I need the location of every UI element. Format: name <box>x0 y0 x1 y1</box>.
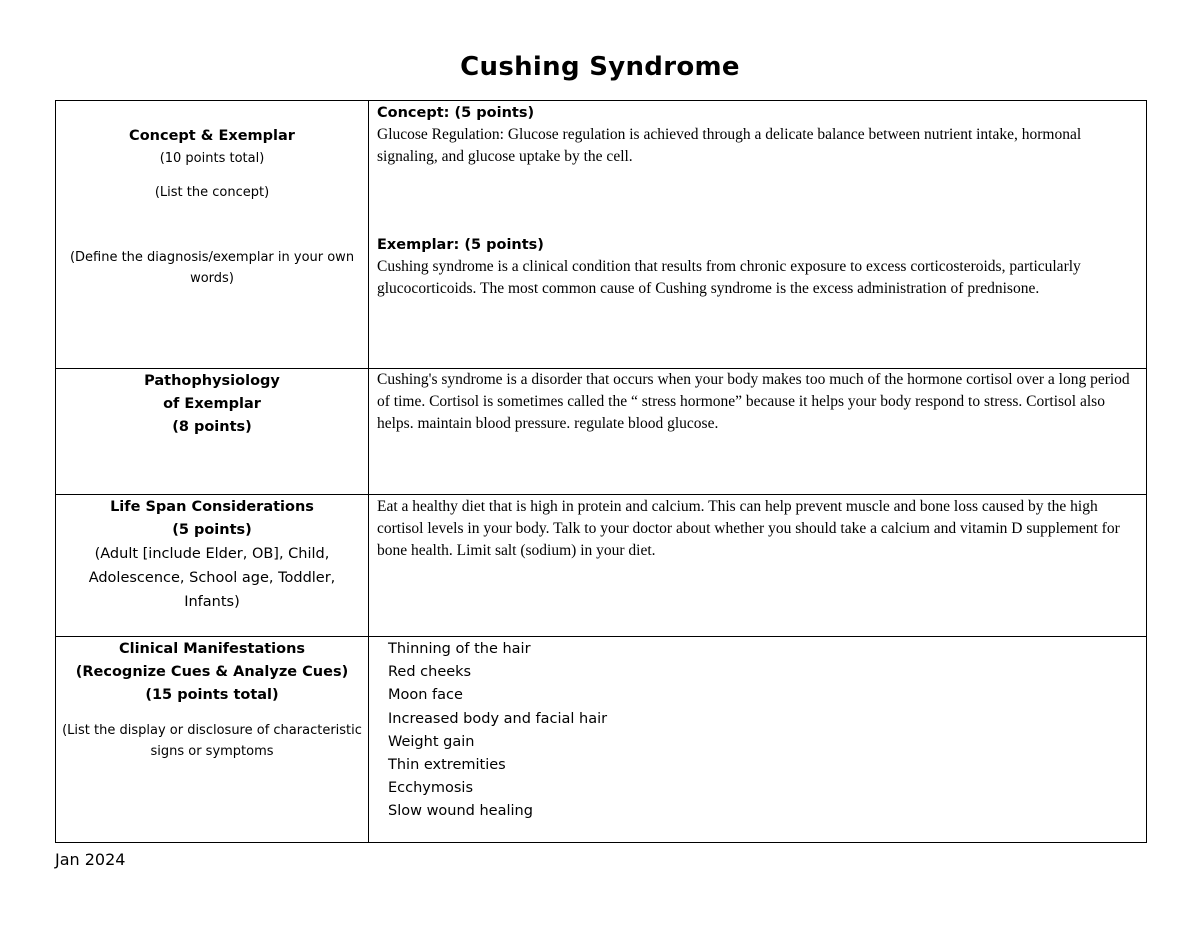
list-item: Slow wound healing <box>388 803 533 820</box>
clinical-label-cell <box>56 637 369 843</box>
concept-heading: Concept: (5 points) <box>377 105 535 121</box>
patho-content-cell <box>369 369 1147 495</box>
list-concept-hint: (List the concept) <box>154 185 270 200</box>
lifespan-text: Eat a healthy diet that is high in protein and calcium. This can help prevent muscle and bone loss caused by the high cortisol levels in your body. Talk to your doctor about whether you should take a calcium and vitamin D supplement for bone health. Limit salt (sodium) in your diet. <box>377 498 1120 559</box>
concept-content-cell <box>369 101 1147 369</box>
table-row-pathophysiology <box>56 369 1147 495</box>
lifespan-content-cell <box>369 495 1147 637</box>
list-item: Ecchymosis <box>388 780 474 797</box>
clinical-subheading: (Recognize Cues & Analyze Cues) <box>75 664 349 680</box>
define-exemplar-hint: (Define the diagnosis/exemplar in your own words) <box>69 250 355 286</box>
patho-text: Cushing's syndrome is a disorder that occurs when your body makes too much of the hormone cortisol over a long period of time. Cortisol is sometimes called the “ stress hormone” because it helps your body respond to stress. Cortisol also helps. maintain blood pressure. regulate blood glucose. <box>377 371 1130 432</box>
table-row-lifespan <box>56 495 1147 637</box>
patho-points-label: (8 points) <box>172 419 252 435</box>
list-item: Thinning of the hair <box>388 641 531 657</box>
lifespan-detail: (Adult [include Elder, OB], Child, Adolescence, School age, Toddler, Infants) <box>88 546 336 610</box>
list-item: Red cheeks <box>388 664 472 681</box>
clinical-manifestations-list <box>377 638 1138 824</box>
list-item: Moon face <box>388 687 463 704</box>
concept-text: Glucose Regulation: Glucose regulation is achieved through a delicate balance between nutrient intake, hormonal signaling, and glucose uptake by the cell. <box>377 126 1082 165</box>
patho-heading-line1: Pathophysiology <box>144 373 280 389</box>
lifespan-heading: Life Span Considerations <box>110 499 314 515</box>
clinical-content-cell <box>369 637 1147 843</box>
footer-date: Jan 2024 <box>55 850 126 869</box>
exemplar-text: Cushing syndrome is a clinical condition that results from chronic exposure to excess corticosteroids, particularly glucocorticoids. The most common cause of Cushing syndrome is the excess administration of prednisone. <box>377 258 1081 297</box>
clinical-heading: Clinical Manifestations <box>118 641 306 657</box>
clinical-points-label: (15 points total) <box>145 687 279 703</box>
lifespan-label-cell <box>56 495 369 637</box>
concept-points-label: (10 points total) <box>159 151 265 166</box>
lifespan-points-label: (5 points) <box>172 522 252 538</box>
exemplar-heading: Exemplar: (5 points) <box>377 237 544 253</box>
patho-label-cell <box>56 369 369 495</box>
list-item: Thin extremities <box>388 757 506 774</box>
concept-label-cell <box>56 101 369 369</box>
care-map-table <box>55 100 1147 843</box>
document-title: Cushing Syndrome <box>460 52 740 82</box>
patho-heading-line2: of Exemplar <box>163 396 261 412</box>
clinical-hint: (List the display or disclosure of characteristic signs or symptoms <box>62 723 362 759</box>
list-item: Weight gain <box>388 733 475 750</box>
table-row-concept <box>56 101 1147 369</box>
list-item: Increased body and facial hair <box>388 710 608 727</box>
concept-exemplar-heading: Concept & Exemplar <box>129 128 295 144</box>
table-row-clinical <box>56 637 1147 843</box>
